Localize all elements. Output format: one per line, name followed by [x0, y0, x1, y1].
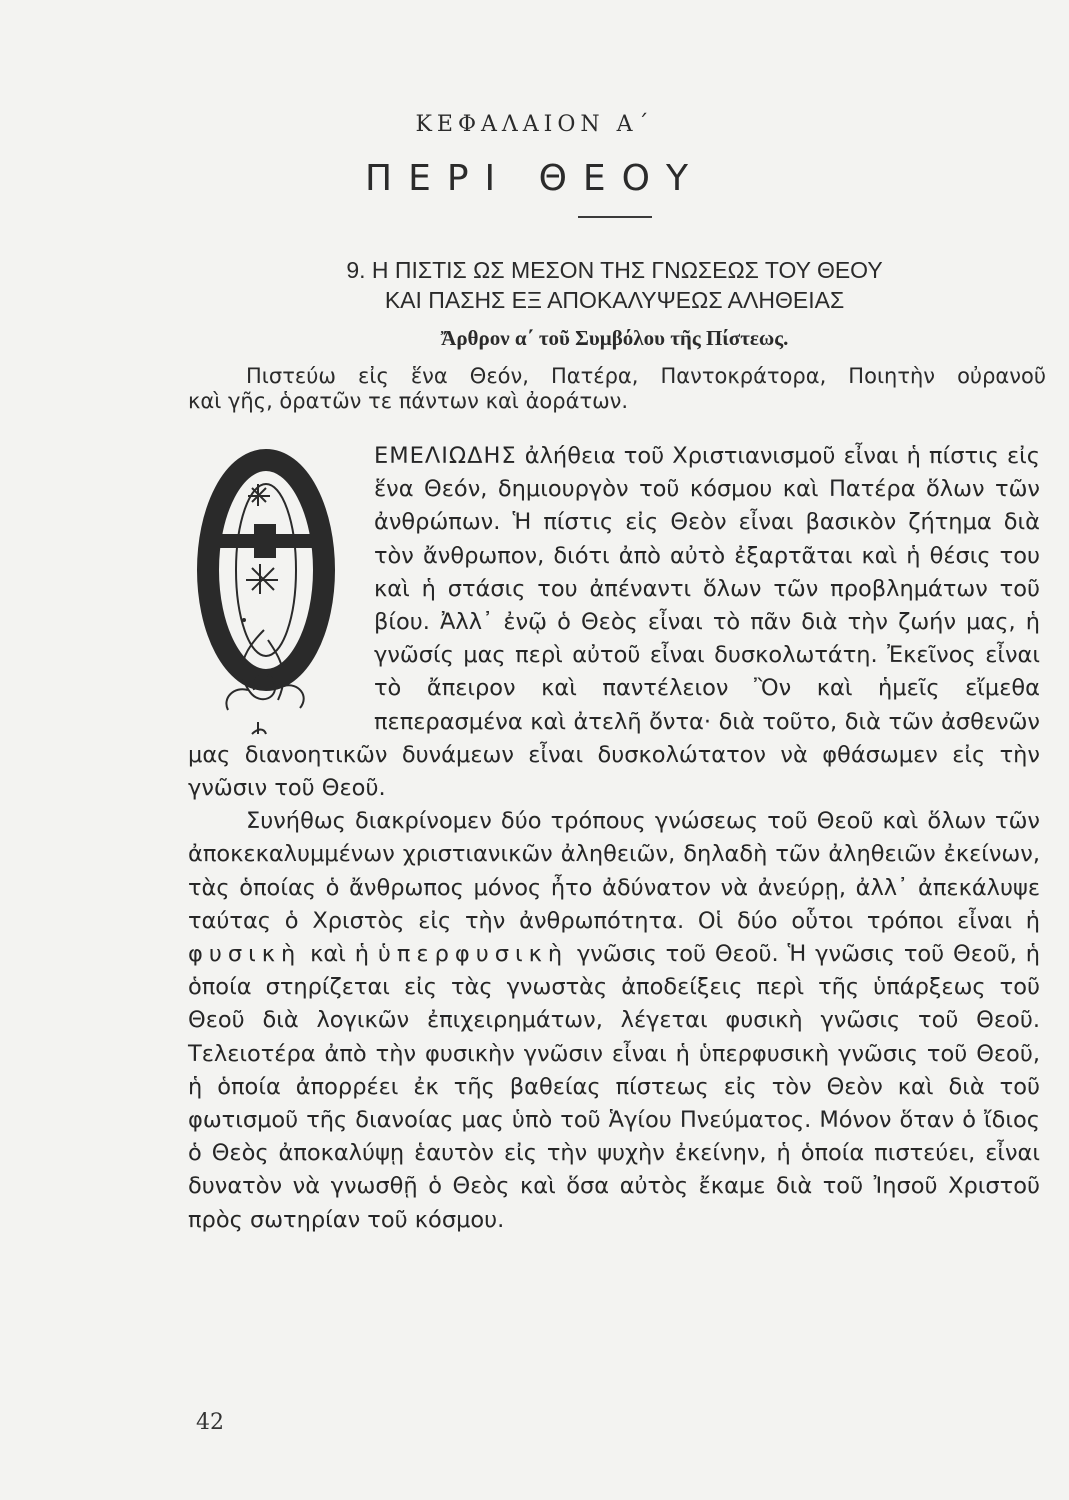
title-divider: [578, 216, 652, 218]
term-supernatural: ὑπερφυσικὴ: [377, 941, 569, 968]
page-number: 42: [196, 1410, 224, 1435]
creed-line-2: καὶ γῆς, ὁρατῶν τε πάντων καὶ ἀοράτων.: [188, 389, 629, 413]
section-title-line-1: 9. Η ΠΙΣΤΙΣ ΩΣ ΜΕΣΟΝ ΤΗΣ ΓΝΩΣΕΩΣ ΤΟΥ ΘΕΟΥ: [346, 257, 883, 283]
paragraph-1-lead: ΕΜΕΛΙΩΔΗΣ: [374, 443, 517, 469]
term-natural: φυσικὴ: [188, 941, 302, 968]
dropcap-letter: Θ: [188, 440, 189, 441]
page-title: ΠΕΡΙ ΘΕΟΥ: [365, 158, 704, 199]
article-subtitle: Ἄρθρον α΄ τοῦ Συμβόλου τῆς Πίστεως.: [440, 326, 789, 350]
creed-quote: [188, 364, 1046, 414]
paragraph-2-text-c: γνῶσις τοῦ Θεοῦ. Ἡ γνῶσις τοῦ Θεοῦ, ἡ ὁποία στηρίζεται εἰς τὰς γνωστὰς ἀποδείξεις περὶ τῆς ὑπάρξεως τοῦ Θεοῦ διὰ λογικῶν ἐπιχειρημάτων, λέγεται φυσικὴ γνῶσις τοῦ Θεοῦ. Τελειοτέρα ἀπὸ τὴν φυσικὴν γνῶσιν εἶναι ἡ ὑπερφυσικὴ γνῶσις τοῦ Θεοῦ, ἡ ὁποία ἀπορρέει ἐκ τῆς βαθείας πίστεως εἰς τὸν Θεὸν καὶ διὰ τοῦ φωτισμοῦ τῆς διανοίας μας ὑπὸ τοῦ Ἁγίου Πνεύματος. Μόνον ὅταν ὁ ἴδιος ὁ Θεὸς ἀποκαλύψῃ ἑαυτὸν εἰς τὴν ψυχὴν ἐκείνην, ἡ ὁποία πιστεύει, εἶναι δυνατὸν νὰ γνωσθῇ ὁ Θεὸς καὶ ὅσα αὐτὸς ἔκαμε διὰ τοῦ Ἰησοῦ Χριστοῦ πρὸς σωτηρίαν τοῦ κόσμου.: [188, 941, 1040, 1233]
body-text: [188, 440, 1040, 1237]
paragraph-1-text: ἀλήθεια τοῦ Χριστιανισμοῦ εἶναι ἡ πίστις εἰς ἕνα Θεόν, δημιουργὸν τοῦ κόσμου καὶ Πατέρα ὅλων τῶν ἀνθρώπων. Ἡ πίστις εἰς Θεὸν εἶναι βασικὸν ζήτημα διὰ τὸν ἄνθρωπον, διότι ἀπὸ αὐτὸ ἐξαρτᾶται καὶ ἡ θέσις του καὶ ἡ στάσις του ἀπέναντι ὅλων τῶν προβλημάτων τοῦ βίου. Ἀλλ᾿ ἐνῷ ὁ Θεὸς εἶναι τὸ πᾶν διὰ τὴν ζωήν μας, ἡ γνῶσίς μας περὶ αὐτοῦ εἶναι δυσκολωτάτη. Ἐκεῖνος εἶναι τὸ ἄπειρον καὶ παντέλειον Ὂν καὶ ἡμεῖς εἴμεθα πεπερασμένα καὶ ἀτελῆ ὄντα· διὰ τοῦτο, διὰ τῶν ἀσθενῶν μας διανοητικῶν δυνάμεων εἶναι δυσκολώτατον νὰ φθάσωμεν εἰς τὴν γνῶσιν τοῦ Θεοῦ.: [188, 443, 1040, 802]
paragraph-2-text-a: Συνήθως διακρίνομεν δύο τρόπους γνώσεως τοῦ Θεοῦ καὶ ὅλων τῶν ἀποκεκαλυμμένων χριστιανικῶν ἀληθειῶν, δηλαδὴ τῶν ἀληθειῶν ἐκείνων, τὰς ὁποίας ὁ ἄνθρωπος μόνος ἦτο ἀδύνατον νὰ ἀνεύρῃ, ἀλλ᾿ ἀπεκάλυψε ταύτας ὁ Χριστὸς εἰς τὴν ἀνθρωπότητα. Οἱ δύο οὗτοι τρόποι εἶναι ἡ: [188, 808, 1040, 934]
section-title-line-2: ΚΑΙ ΠΑΣΗΣ ΕΞ ΑΠΟΚΑΛΥΨΕΩΣ ΑΛΗΘΕΙΑΣ: [384, 287, 845, 313]
paragraph-2-text-b: καὶ ἡ: [301, 941, 378, 968]
dropcap-ornament: [188, 440, 368, 736]
paragraph-2: [188, 805, 1040, 1237]
creed-line-1: Πιστεύω εἰς ἕνα Θεόν, Πατέρα, Παντοκράτορα, Ποιητὴν οὐρανοῦ: [246, 364, 1046, 388]
chapter-heading: ΚΕΦΑΛΑΙΟΝ Α΄: [415, 112, 654, 137]
